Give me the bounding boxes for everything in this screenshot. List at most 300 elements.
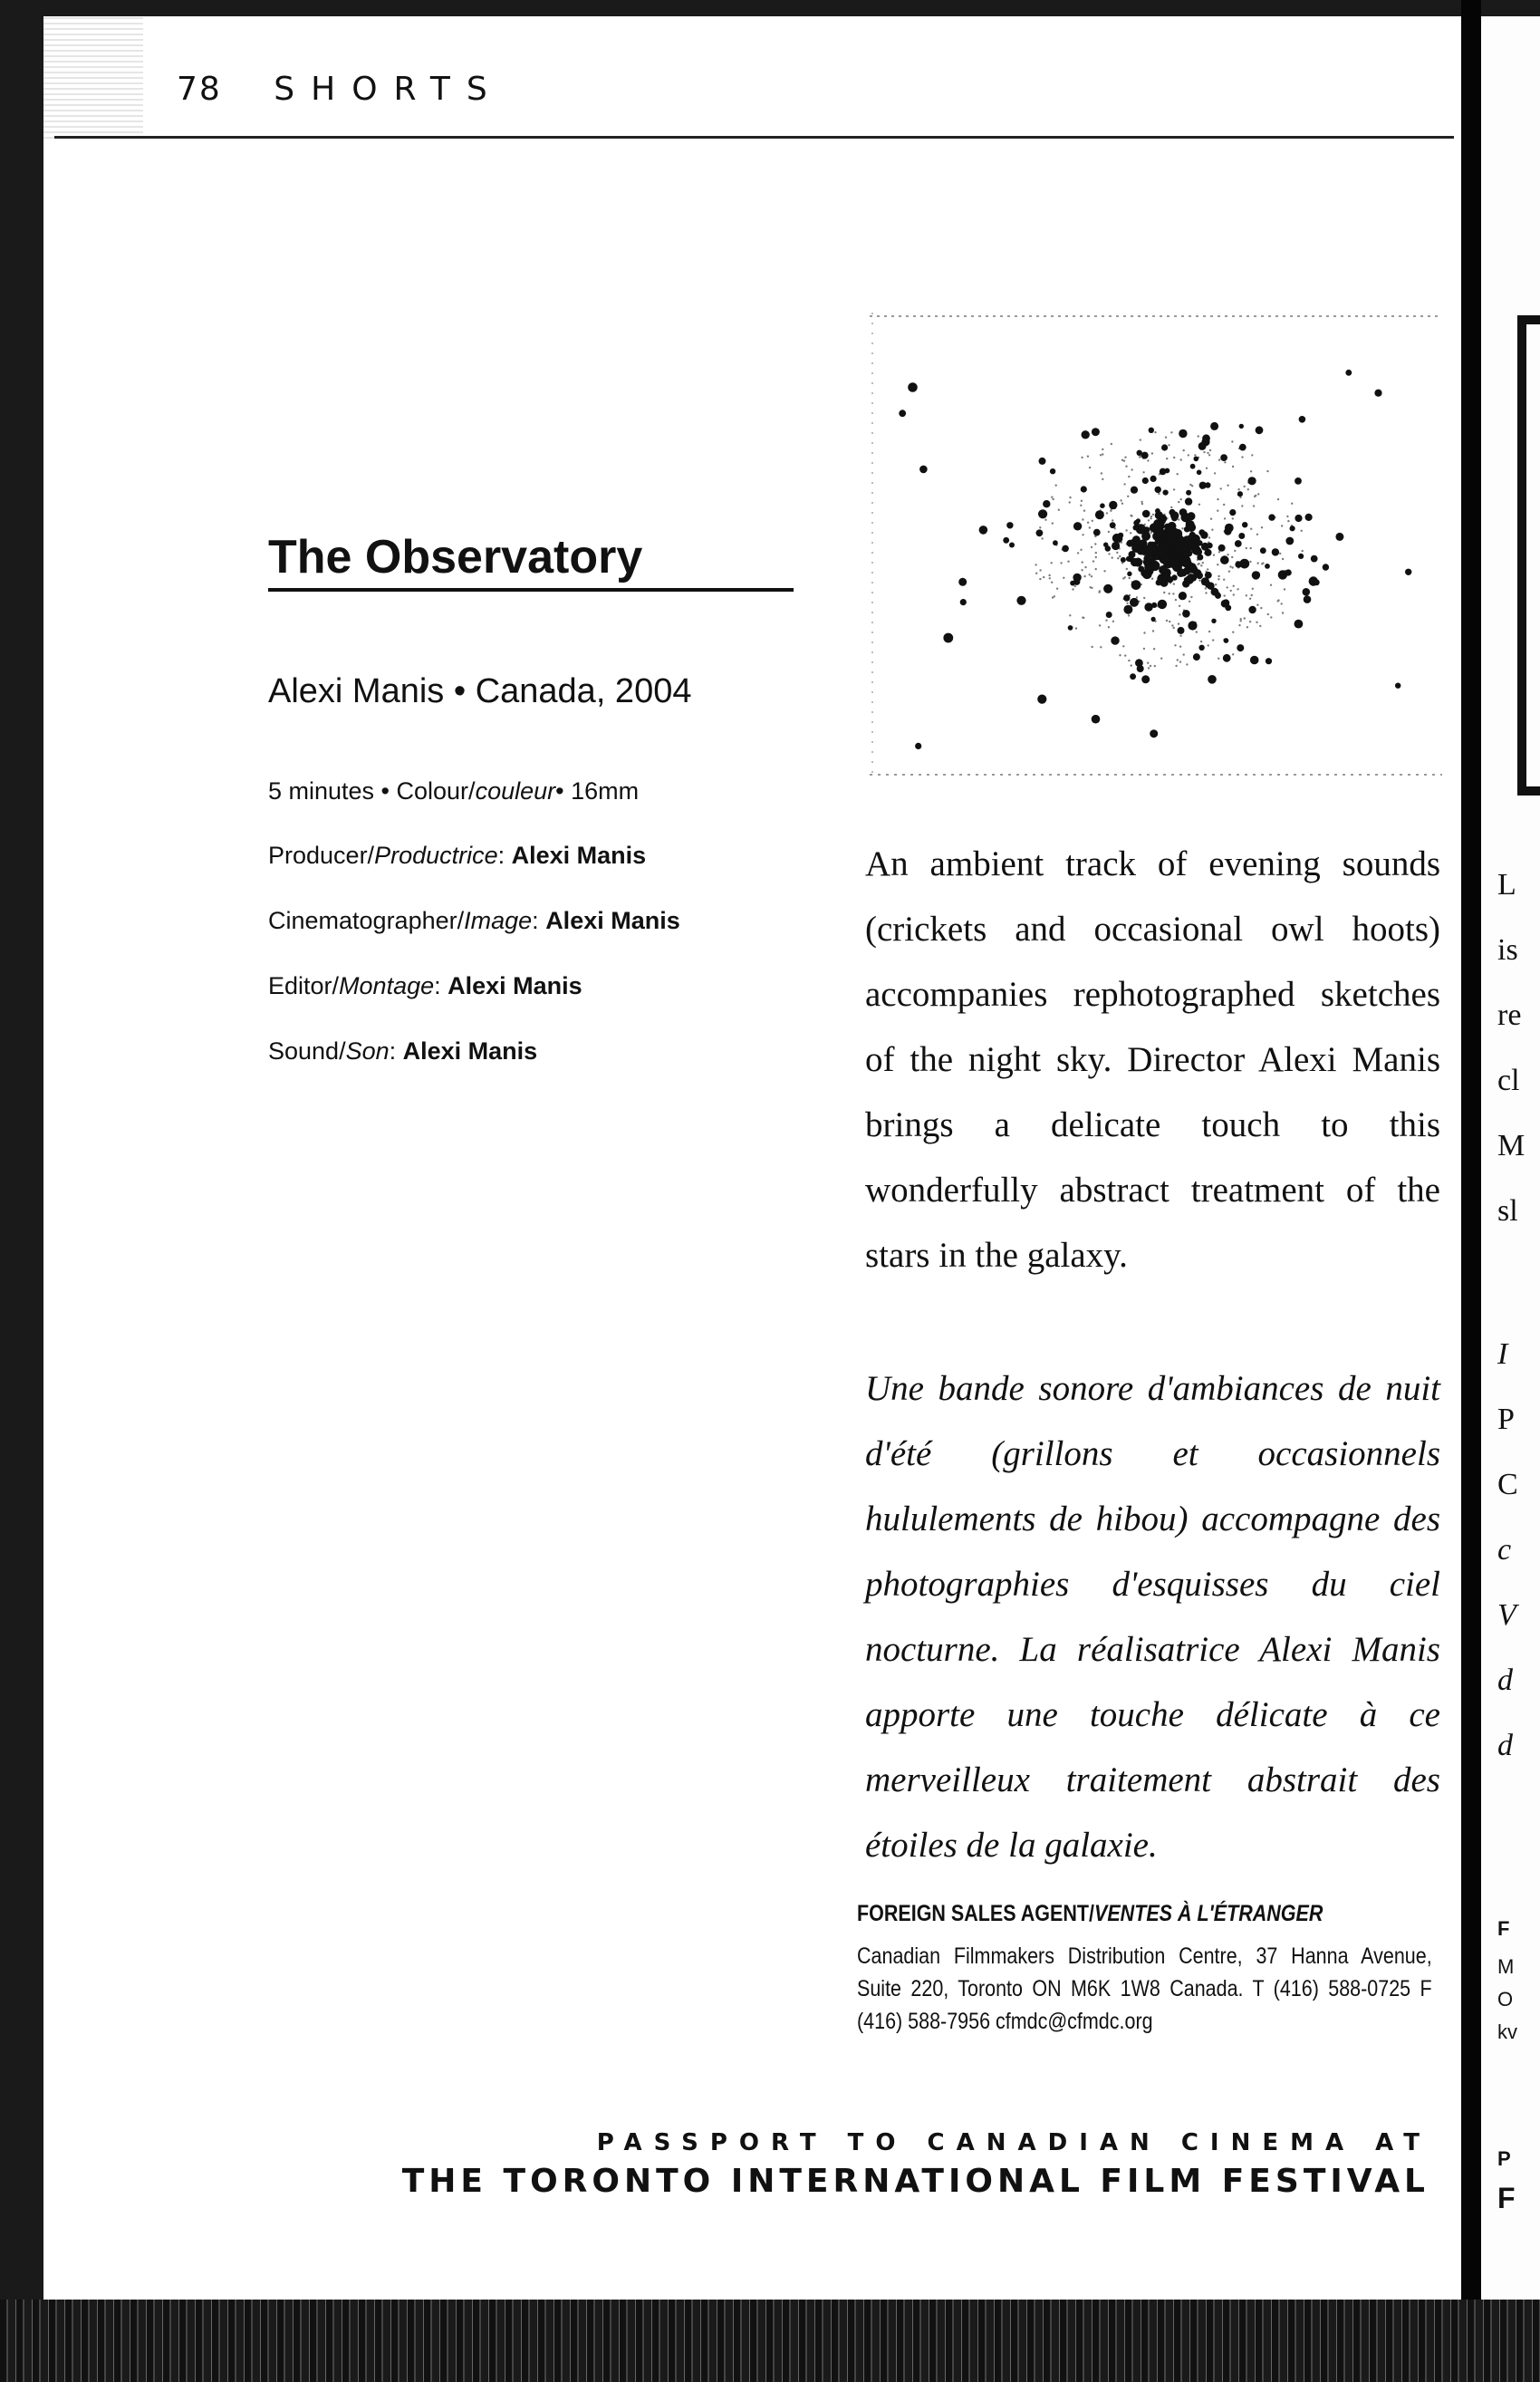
- star: [1305, 514, 1313, 521]
- sales-agent-label: FOREIGN SALES AGENT/VENTES À L'ÉTRANGER: [857, 1901, 1323, 1926]
- star: [1052, 498, 1054, 500]
- star: [1253, 505, 1255, 506]
- star: [1095, 568, 1097, 570]
- star: [1092, 520, 1093, 522]
- star: [1240, 618, 1242, 620]
- star: [1159, 515, 1167, 523]
- star: [1295, 620, 1304, 629]
- star: [1116, 552, 1118, 554]
- star: [1256, 534, 1258, 535]
- star: [1249, 561, 1251, 563]
- star: [1038, 509, 1047, 518]
- star: [1151, 578, 1153, 580]
- star: [1215, 593, 1221, 599]
- star: [1183, 653, 1185, 655]
- star: [1175, 599, 1177, 601]
- star: [1154, 665, 1156, 667]
- star: [1254, 572, 1260, 578]
- star: [1270, 616, 1272, 618]
- star: [1149, 428, 1154, 433]
- star: [1105, 620, 1107, 622]
- star: [1246, 547, 1247, 549]
- star: [1179, 429, 1187, 438]
- star: [1374, 390, 1381, 397]
- star: [1215, 583, 1217, 585]
- star: [1207, 568, 1208, 570]
- star: [1089, 467, 1091, 468]
- star: [1123, 483, 1125, 485]
- star: [1141, 501, 1142, 503]
- star: [1143, 648, 1145, 650]
- star: [1205, 592, 1207, 593]
- star: [1223, 579, 1225, 581]
- star: [1291, 503, 1293, 505]
- star: [1177, 473, 1179, 475]
- star: [908, 382, 918, 392]
- film-title: The Observatory: [268, 531, 643, 583]
- star: [1279, 553, 1281, 555]
- star: [1188, 454, 1189, 456]
- star: [1152, 630, 1154, 632]
- star: [1169, 509, 1175, 516]
- star: [1058, 509, 1060, 511]
- star: [1257, 562, 1259, 564]
- star: [1179, 508, 1188, 516]
- star: [1171, 624, 1173, 626]
- star: [1218, 658, 1219, 660]
- star: [1083, 510, 1085, 512]
- star: [1212, 639, 1214, 641]
- star: [1109, 501, 1117, 509]
- star: [1272, 548, 1279, 555]
- star: [1150, 516, 1152, 517]
- star: [1220, 487, 1222, 489]
- star: [1118, 533, 1123, 538]
- star: [1169, 593, 1170, 594]
- star: [1197, 470, 1202, 476]
- star: [1155, 508, 1160, 514]
- star: [1257, 493, 1259, 495]
- star: [1161, 444, 1168, 450]
- star: [1147, 662, 1149, 664]
- star: [1099, 590, 1101, 592]
- star: [1039, 458, 1046, 465]
- star: [1218, 458, 1220, 460]
- star: [1208, 644, 1209, 646]
- star: [915, 743, 921, 749]
- star: [1198, 504, 1200, 506]
- star: [1281, 603, 1283, 604]
- star: [1237, 644, 1244, 651]
- star: [1169, 558, 1179, 568]
- star: [1251, 454, 1253, 456]
- star: [1208, 536, 1210, 538]
- star: [1082, 534, 1083, 535]
- star: [1141, 675, 1150, 683]
- star: [1256, 604, 1258, 606]
- star: [1165, 468, 1170, 474]
- star: [1152, 514, 1154, 516]
- star: [1225, 604, 1231, 611]
- sales-agent-contact: [857, 1940, 1432, 2038]
- star: [1089, 526, 1091, 528]
- star: [1082, 518, 1083, 520]
- star: [1178, 627, 1185, 634]
- star: [1099, 624, 1101, 626]
- star: [1103, 584, 1112, 593]
- star: [1127, 496, 1129, 497]
- star: [1091, 646, 1092, 648]
- star: [1095, 556, 1097, 558]
- star: [1164, 542, 1172, 550]
- star: [1102, 448, 1103, 450]
- star: [1035, 573, 1037, 574]
- star: [1124, 654, 1126, 656]
- star: [1106, 512, 1108, 514]
- star: [1187, 523, 1196, 532]
- star: [1009, 543, 1015, 548]
- star: [958, 578, 967, 586]
- star: [1209, 449, 1211, 451]
- star: [1187, 574, 1195, 582]
- star: [1287, 520, 1289, 522]
- star: [1069, 501, 1071, 503]
- star: [1106, 612, 1112, 618]
- star: [1266, 470, 1268, 472]
- star: [1124, 576, 1126, 578]
- star: [1123, 594, 1130, 601]
- star: [1092, 428, 1100, 436]
- star: [1248, 477, 1256, 485]
- star: [1210, 518, 1212, 520]
- star: [1178, 501, 1179, 503]
- scan-bottom-edge: [0, 2300, 1540, 2382]
- star: [1136, 596, 1138, 598]
- star: [1070, 581, 1075, 586]
- star: [1250, 656, 1259, 665]
- star: [1200, 564, 1202, 566]
- star: [1126, 556, 1131, 562]
- star: [1196, 631, 1198, 632]
- star: [1172, 593, 1174, 594]
- star: [1345, 370, 1352, 376]
- star: [1165, 437, 1167, 439]
- star: [1282, 612, 1284, 613]
- star: [1151, 603, 1157, 608]
- star: [1039, 526, 1041, 528]
- star: [1091, 587, 1092, 589]
- star: [1130, 515, 1131, 516]
- star: [1080, 505, 1082, 506]
- sales-address: Canadian Filmmakers Distribution Centre, 37 Hanna Avenue, Suite 220, Toronto ON M6K 1W8 Canada.: [857, 1943, 1432, 2001]
- star: [1052, 522, 1054, 524]
- star: [1142, 533, 1150, 540]
- star: [1255, 495, 1256, 497]
- star: [1108, 626, 1110, 628]
- star: [1250, 528, 1252, 530]
- credit-producer: Producer/Productrice: Alexi Manis: [268, 842, 647, 869]
- star: [1102, 453, 1103, 455]
- star: [979, 526, 988, 535]
- star: [1094, 543, 1096, 545]
- star: [1135, 558, 1141, 564]
- star: [919, 466, 928, 474]
- star: [1395, 683, 1400, 689]
- star: [1181, 527, 1183, 529]
- star: [1180, 498, 1182, 500]
- star: [1131, 468, 1132, 470]
- star: [1185, 497, 1192, 505]
- star: [1137, 665, 1144, 672]
- star: [1073, 574, 1081, 582]
- star: [1217, 564, 1218, 565]
- star: [1230, 590, 1232, 592]
- star: [1235, 540, 1242, 547]
- star: [1131, 487, 1138, 494]
- star: [1036, 529, 1044, 536]
- star: [1056, 588, 1058, 590]
- star: [1277, 498, 1279, 500]
- star: [1092, 560, 1094, 562]
- star: [1103, 570, 1105, 572]
- star: [1191, 535, 1200, 544]
- star: [1123, 605, 1132, 614]
- star: [1095, 510, 1104, 519]
- star: [1063, 577, 1064, 579]
- star: [1290, 526, 1295, 531]
- star: [1250, 547, 1252, 549]
- star: [1127, 572, 1131, 576]
- star: [1131, 543, 1141, 553]
- star: [1239, 559, 1249, 569]
- star: [1178, 622, 1179, 624]
- star: [1179, 613, 1180, 615]
- star: [1237, 488, 1239, 490]
- star: [1142, 477, 1149, 484]
- star: [1119, 654, 1121, 656]
- star: [1179, 605, 1180, 607]
- star: [1190, 596, 1192, 598]
- star: [1194, 457, 1199, 462]
- star: [1125, 466, 1127, 468]
- star: [1128, 614, 1130, 616]
- star: [1229, 509, 1236, 516]
- star: [1143, 632, 1145, 633]
- star: [1218, 551, 1220, 553]
- star: [1093, 529, 1101, 536]
- star: [1150, 665, 1151, 667]
- star: [1068, 625, 1073, 631]
- star: [1190, 464, 1196, 469]
- star: [1084, 566, 1086, 568]
- star: [1124, 457, 1126, 458]
- star: [1242, 522, 1247, 527]
- star: [943, 633, 953, 643]
- star: [1150, 517, 1151, 519]
- star: [1186, 663, 1188, 665]
- star: [1151, 452, 1153, 454]
- star: [1043, 576, 1044, 578]
- film-specs: 5 minutes • Colour/couleur• 16mm: [268, 777, 640, 805]
- star: [1081, 500, 1083, 502]
- star: [1160, 658, 1162, 660]
- star: [1284, 588, 1285, 590]
- star: [1182, 610, 1190, 618]
- star: [1153, 648, 1155, 650]
- star: [1220, 555, 1229, 564]
- star: [1208, 454, 1210, 456]
- star: [1270, 584, 1272, 586]
- star: [1130, 598, 1139, 607]
- star: [1130, 532, 1131, 534]
- star: [1175, 665, 1177, 667]
- star: [1232, 517, 1234, 519]
- star: [1223, 504, 1225, 506]
- star: [1101, 472, 1102, 474]
- star: [1048, 574, 1050, 576]
- star: [1227, 554, 1228, 555]
- star: [1158, 600, 1167, 609]
- star: [1150, 729, 1158, 738]
- star: [1168, 444, 1169, 446]
- star: [1232, 632, 1234, 633]
- star: [1210, 422, 1218, 430]
- star: [1298, 554, 1304, 559]
- star: [1174, 644, 1176, 646]
- star: [1237, 491, 1243, 497]
- star: [1111, 636, 1119, 644]
- star: [1277, 599, 1279, 601]
- star: [1198, 563, 1199, 564]
- star: [1041, 537, 1043, 539]
- star: [1108, 553, 1110, 555]
- footer-line-1: PASSPORT TO CANADIAN CINEMA AT: [596, 2129, 1431, 2156]
- star: [1180, 458, 1182, 460]
- star: [1141, 503, 1143, 505]
- star: [1208, 631, 1210, 632]
- star: [1237, 588, 1238, 590]
- star: [1173, 583, 1175, 584]
- star: [1217, 510, 1218, 512]
- star: [1266, 658, 1272, 664]
- star: [1206, 468, 1208, 469]
- star: [1166, 458, 1168, 459]
- star: [1082, 561, 1083, 563]
- star: [1039, 569, 1041, 571]
- star: [1139, 456, 1141, 458]
- star: [1405, 569, 1411, 575]
- star: [1125, 529, 1127, 531]
- star: [1238, 624, 1240, 626]
- star: [1100, 646, 1102, 648]
- star: [1103, 543, 1108, 547]
- credit-sound: Sound/Son: Alexi Manis: [268, 1037, 538, 1065]
- star: [1179, 592, 1187, 599]
- star: [1112, 621, 1114, 622]
- star: [1225, 524, 1234, 533]
- star: [1208, 675, 1217, 684]
- star: [1285, 537, 1294, 545]
- star: [1304, 595, 1312, 603]
- star: [1150, 523, 1159, 532]
- star: [1179, 661, 1181, 662]
- star: [1006, 522, 1013, 528]
- star: [1145, 603, 1152, 611]
- star: [1246, 594, 1247, 596]
- sales-fax: F (416) 588-7956: [857, 1976, 1432, 2034]
- adjacent-page-image-frame: [1517, 315, 1540, 796]
- star: [1198, 580, 1200, 582]
- star: [1141, 452, 1149, 459]
- star: [1187, 512, 1195, 520]
- star: [1207, 452, 1208, 454]
- star: [1203, 451, 1205, 453]
- star: [1260, 547, 1266, 554]
- star: [1091, 575, 1092, 577]
- star: [1198, 435, 1199, 437]
- star: [1173, 627, 1175, 629]
- star: [1241, 456, 1243, 458]
- star: [1133, 520, 1139, 526]
- star: [1082, 430, 1090, 439]
- star: [1285, 569, 1292, 575]
- star: [1171, 574, 1177, 580]
- star: [1301, 530, 1303, 532]
- star: [1159, 565, 1168, 574]
- star: [1239, 424, 1244, 429]
- star: [1095, 552, 1097, 554]
- star: [1163, 490, 1169, 496]
- star: [1050, 468, 1055, 474]
- star: [1158, 493, 1160, 495]
- star: [1259, 625, 1261, 627]
- star: [1119, 555, 1121, 557]
- star: [1121, 459, 1123, 461]
- star: [1092, 715, 1101, 724]
- star: [1053, 540, 1058, 545]
- star: [1218, 578, 1219, 580]
- title-underline: [268, 588, 794, 592]
- star: [1140, 439, 1141, 440]
- star: [1224, 517, 1226, 519]
- star: [1256, 426, 1264, 434]
- running-header: [177, 71, 504, 108]
- star: [1246, 626, 1248, 628]
- star: [1286, 516, 1288, 517]
- star: [1081, 457, 1083, 458]
- star: [1142, 471, 1144, 473]
- credit-cinematographer: Cinematographer/Image: Alexi Manis: [268, 907, 680, 934]
- star: [1250, 470, 1252, 472]
- star: [1302, 550, 1304, 552]
- star: [1240, 620, 1242, 622]
- star: [1131, 580, 1141, 590]
- star: [1037, 695, 1046, 704]
- star: [1075, 627, 1077, 629]
- star: [1200, 531, 1208, 538]
- star: [1211, 529, 1213, 531]
- star: [1110, 510, 1112, 512]
- star: [1227, 586, 1228, 588]
- star: [1112, 542, 1120, 550]
- star: [1154, 431, 1156, 433]
- star: [1233, 585, 1235, 587]
- star: [1217, 498, 1218, 500]
- star: [1148, 519, 1150, 521]
- star: [1128, 660, 1130, 661]
- star: [1268, 514, 1275, 520]
- sales-phone: T (416) 588-0725: [1252, 1976, 1411, 2001]
